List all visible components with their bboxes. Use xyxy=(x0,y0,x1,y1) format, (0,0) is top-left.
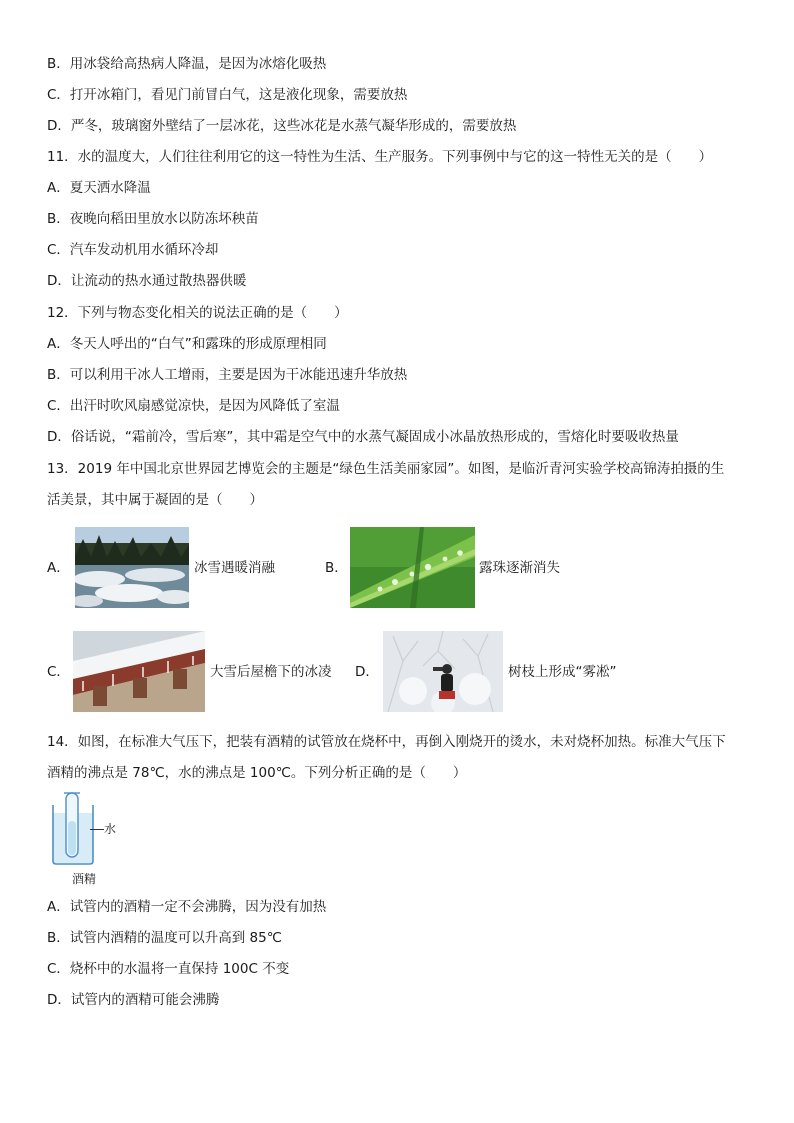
q13-option-a-label: A． xyxy=(47,560,70,576)
q11-stem: 11．水的温度大，人们往往利用它的这一特性为生活、生产服务。下列事例中与它的这一特性无关的是（ ） xyxy=(47,149,713,165)
q14-option-d: D．试管内的酒精可能会沸腾 xyxy=(47,992,220,1008)
q11-option-c: C．汽车发动机用水循环冷却 xyxy=(47,242,219,258)
q11-option-d: D．让流动的热水通过散热器供暖 xyxy=(47,273,247,289)
q14-option-b: B．试管内酒精的温度可以升高到 85℃ xyxy=(47,930,282,946)
dew-on-leaf-image xyxy=(350,527,475,608)
q14-stem-line1: 14．如图，在标准大气压下，把装有酒精的试管放在烧杯中，再倒入刚烧开的烫水，未对烧杯加热。标准大气压下 xyxy=(47,734,726,750)
q12-option-d: D．俗话说，“霜前冷，雪后寒”，其中霜是空气中的水蒸气凝固成小冰晶放热形成的，雪熔化时要吸收热量 xyxy=(47,429,679,445)
q13-option-d-label: D． xyxy=(355,664,379,680)
icicles-eaves-image xyxy=(73,631,205,712)
q11-option-a: A．夏天洒水降温 xyxy=(47,180,151,196)
q13-option-c-caption: 大雪后屋檐下的冰凌 xyxy=(210,664,332,680)
q12-option-a: A．冬天人呼出的“白气”和露珠的形成原理相同 xyxy=(47,336,327,352)
q13-option-a-caption: 冰雪遇暖消融 xyxy=(194,560,275,576)
alcohol-label: 酒精 xyxy=(72,872,97,886)
rime-on-branches-image xyxy=(383,631,503,712)
q13-option-d-caption: 树枝上形成“雾凇” xyxy=(508,664,617,680)
q13-stem-line2: 活美景，其中属于凝固的是（ ） xyxy=(47,492,263,508)
q12-option-c: C．出汗时吹风扇感觉凉快，是因为风降低了室温 xyxy=(47,398,340,414)
q13-option-b-label: B． xyxy=(325,560,348,576)
q12-option-b: B．可以利用干冰人工增雨，主要是因为干冰能迅速升华放热 xyxy=(47,367,408,383)
melting-snow-river-image xyxy=(75,527,189,608)
q10-option-d: D．严冬，玻璃窗外壁结了一层冰花，这些冰花是水蒸气凝华形成的，需要放热 xyxy=(47,118,517,134)
q10-option-b: B．用冰袋给高热病人降温，是因为冰熔化吸热 xyxy=(47,56,327,72)
q14-option-c: C．烧杯中的水温将一直保持 100C 不变 xyxy=(47,961,290,977)
water-pointer-line xyxy=(90,829,104,830)
q14-stem-line2: 酒精的沸点是 78℃，水的沸点是 100℃。下列分析正确的是（ ） xyxy=(47,765,467,781)
q11-option-b: B．夜晚向稻田里放水以防冻坏秧苗 xyxy=(47,211,259,227)
q14-option-a: A．试管内的酒精一定不会沸腾，因为没有加热 xyxy=(47,899,327,915)
q10-option-c: C．打开冰箱门，看见门前冒白气，这是液化现象，需要放热 xyxy=(47,87,408,103)
q13-option-b-caption: 露珠逐渐消失 xyxy=(479,560,560,576)
q13-stem-line1: 13．2019 年中国北京世界园艺博览会的主题是“绿色生活美丽家园”。如图，是临沂青河实验学校高锦涛拍摄的生 xyxy=(47,461,725,477)
water-label: 水 xyxy=(104,822,117,836)
q12-stem: 12．下列与物态变化相关的说法正确的是（ ） xyxy=(47,305,348,321)
q13-option-c-label: C． xyxy=(47,664,70,680)
